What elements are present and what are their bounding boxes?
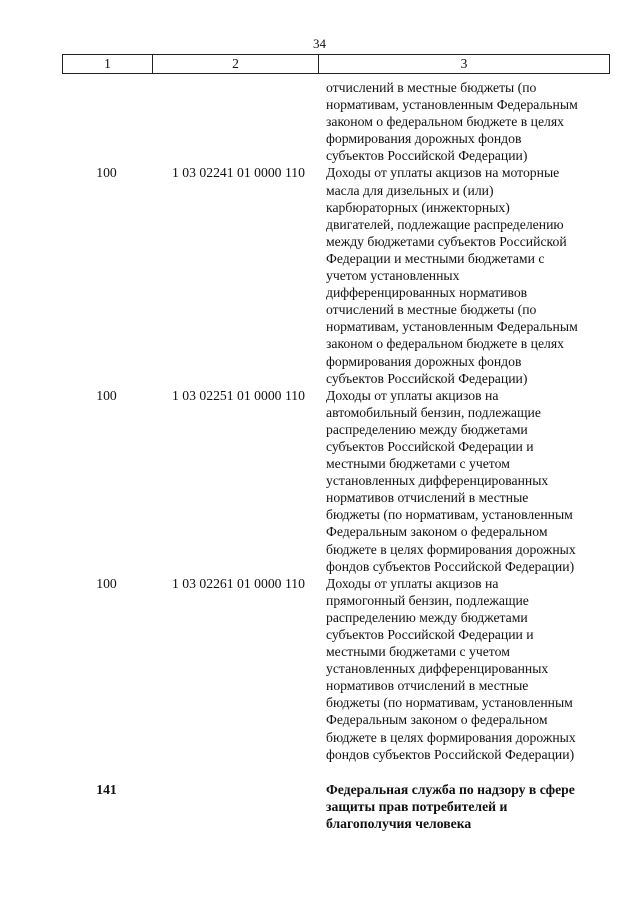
admin-code-cell: 141 — [96, 781, 117, 797]
row-spacer — [62, 763, 610, 781]
admin-code-cell: 100 — [96, 575, 117, 591]
admin-code-cell: 100 — [96, 387, 117, 403]
kbk-cell: 1 03 02241 01 0000 110 — [172, 165, 305, 181]
income-name-cell: Доходы от уплаты акцизов на прямогонный бензин, подлежащие распределению между бюджетами субъектов Российской Федерации и местными бюджетами с учетом установленных дифференцированных нормативов отчислений в местные бюджеты (по нормативам, установленным Федеральным законом о федеральном бюджете в целях формирования дорожных фондов субъектов Российской Федерации) — [326, 575, 576, 762]
table-row — [62, 164, 610, 386]
table-row — [62, 575, 610, 763]
section-row — [62, 781, 610, 832]
income-name-cell: отчислений в местные бюджеты (по нормативам, установленным Федеральным законом о федеральном бюджете в целях формирования дорожных фондов субъектов Российской Федерации) — [326, 80, 578, 164]
table-header — [62, 54, 610, 74]
table-body — [62, 79, 610, 832]
continuation-row — [62, 79, 610, 164]
income-name-cell: Доходы от уплаты акцизов на моторные масла для дизельных и (или) карбюраторных (инжекторных) двигателей, подлежащие распределению между бюджетами субъектов Российской Федерации и местными бюджетами с учетом установленных дифференцированных нормативов отчислений в местные бюджеты (по нормативам, установленным Федеральным законом о федеральном бюджете в целях формирования дорожных фондов субъектов Российской Федерации) — [326, 165, 578, 386]
section-title-cell: Федеральная служба по надзору в сфере защиты прав потребителей и благополучия человека — [326, 781, 575, 831]
header-col-2: 2 — [153, 55, 319, 73]
table-row — [62, 387, 610, 575]
header-col-3: 3 — [460, 56, 468, 71]
header-col-1: 1 — [63, 55, 153, 73]
page-number: 34 — [313, 36, 326, 51]
income-name-cell: Доходы от уплаты акцизов на автомобильный бензин, подлежащие распределению между бюджетами субъектов Российской Федерации и местными бюджетами с учетом установленных дифференцированных нормативов отчислений в местные бюджеты (по нормативам, установленным Федеральным законом о федеральном бюджете в целях формирования дорожных фондов субъектов Российской Федерации) — [326, 387, 576, 574]
kbk-cell: 1 03 02251 01 0000 110 — [172, 387, 305, 403]
kbk-cell: 1 03 02261 01 0000 110 — [172, 575, 305, 591]
admin-code-cell: 100 — [96, 165, 117, 181]
